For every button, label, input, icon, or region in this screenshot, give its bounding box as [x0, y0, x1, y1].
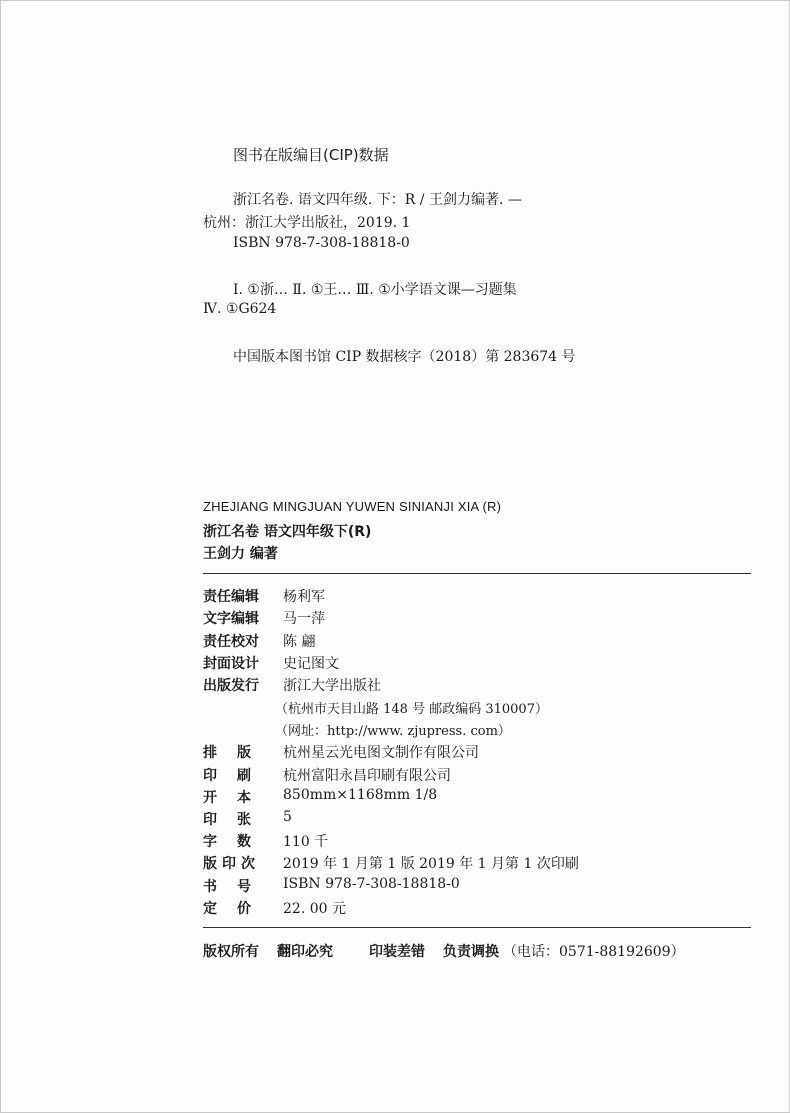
cip-line-5: Ⅳ. ①G624: [203, 301, 277, 317]
divider-bottom: [203, 927, 751, 928]
value-printing: 杭州富阳永昌印刷有限公司: [283, 768, 451, 784]
value-isbn: ISBN 978-7-308-18818-0: [283, 876, 460, 892]
label-typesetting: 排版: [203, 745, 271, 761]
value-text-editor: 马一萍: [283, 611, 325, 627]
label-sheets: 印张: [203, 812, 271, 828]
cip-line-2: 杭州：浙江大学出版社，2019. 1: [203, 215, 411, 231]
label-publisher: 出版发行: [203, 678, 259, 694]
value-sheets: 5: [283, 809, 292, 825]
footer-rights: 版权所有: [203, 944, 259, 960]
value-publisher: 浙江大学出版社: [283, 678, 381, 694]
cip-line-6: 中国版本图书馆 CIP 数据核字（2018）第 283674 号: [233, 349, 576, 365]
value-word-count: 110 千: [283, 834, 329, 850]
label-format: 开本: [203, 790, 271, 806]
label-cover-design: 封面设计: [203, 656, 259, 672]
footer-piracy: 翻印必究: [277, 944, 333, 960]
book-title-cn: 浙江名卷 语文四年级下(R): [203, 524, 372, 540]
value-price: 22. 00 元: [283, 901, 346, 917]
footer-exchange: 负责调换: [443, 944, 499, 960]
value-proofreader: 陈 翩: [283, 634, 316, 650]
cip-line-4: Ⅰ. ①浙… Ⅱ. ①王… Ⅲ. ①小学语文课—习题集: [233, 282, 517, 298]
book-author: 王剑力 编著: [203, 546, 278, 562]
cip-title: 图书在版编目(CIP)数据: [233, 146, 389, 164]
publisher-website: （网址：http://www. zjupress. com）: [275, 724, 511, 739]
label-responsible-editor: 责任编辑: [203, 589, 259, 605]
label-price: 定价: [203, 901, 271, 917]
divider-top: [203, 573, 751, 574]
label-edition: 版印次: [203, 856, 260, 872]
value-format: 850mm×1168mm 1/8: [283, 787, 438, 803]
footer-errors: 印装差错: [369, 944, 425, 960]
cip-line-3: ISBN 978-7-308-18818-0: [233, 235, 410, 251]
book-title-en: ZHEJIANG MINGJUAN YUWEN SINIANJI XIA (R): [203, 499, 502, 514]
footer-phone: （电话：0571-88192609）: [503, 944, 685, 960]
value-typesetting: 杭州星云光电图文制作有限公司: [283, 745, 479, 761]
publisher-address: （杭州市天目山路 148 号 邮政编码 310007）: [275, 702, 548, 717]
label-word-count: 字数: [203, 834, 271, 850]
label-proofreader: 责任校对: [203, 634, 259, 650]
value-edition: 2019 年 1 月第 1 版 2019 年 1 月第 1 次印刷: [283, 856, 579, 872]
label-isbn: 书号: [203, 879, 271, 895]
label-text-editor: 文字编辑: [203, 611, 259, 627]
label-printing: 印刷: [203, 768, 271, 784]
value-responsible-editor: 杨利军: [283, 589, 325, 605]
cip-line-1: 浙江名卷. 语文四年级. 下：R / 王剑力编著. —: [233, 192, 522, 208]
value-cover-design: 史记图文: [283, 656, 339, 672]
